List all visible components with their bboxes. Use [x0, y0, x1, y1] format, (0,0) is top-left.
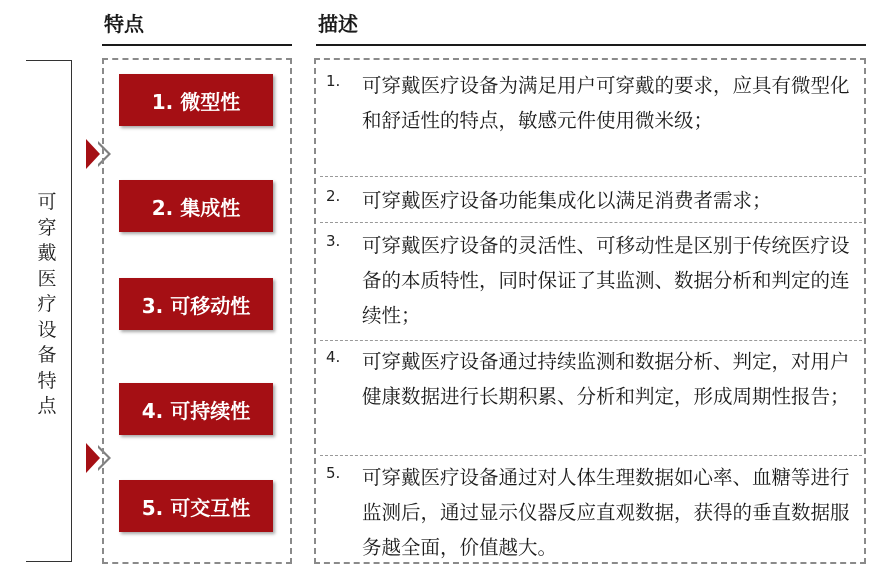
description-item-5 [326, 460, 860, 565]
description-number: 4. [326, 348, 341, 366]
description-number: 2. [326, 187, 341, 205]
description-header: 描述 [318, 12, 358, 36]
description-text: 可穿戴医疗设备通过持续监测和数据分析、判定，对用户健康数据进行长期积累、分析和判定，形成周期性报告； [362, 350, 850, 408]
feature-miniaturization: 1. 微型性 [119, 74, 273, 126]
description-divider [320, 222, 862, 223]
description-text: 可穿戴医疗设备功能集成化以满足消费者需求； [362, 189, 772, 212]
feature-mobility: 3. 可移动性 [119, 278, 273, 330]
feature-integration: 2. 集成性 [119, 180, 273, 232]
description-text: 可穿戴医疗设备的灵活性、可移动性是区别于传统医疗设备的本质特性，同时保证了其监测、数据分析和判定的连续性； [362, 234, 850, 327]
features-header: 特点 [104, 12, 144, 36]
description-divider [320, 176, 862, 177]
features-header-underline [102, 44, 292, 46]
side-label: 可穿戴医疗设备特点 [37, 191, 57, 417]
description-text: 可穿戴医疗设备为满足用户可穿戴的要求，应具有微型化和舒适性的特点，敏感元件使用微米级； [362, 74, 850, 132]
description-number: 3. [326, 232, 341, 250]
description-divider [320, 455, 862, 456]
description-number: 1. [326, 72, 341, 90]
description-item-4 [326, 344, 860, 414]
description-item-1 [326, 68, 860, 138]
description-divider [320, 340, 862, 341]
description-number: 5. [326, 464, 341, 482]
feature-interactivity: 5. 可交互性 [119, 480, 273, 532]
description-header-underline [316, 44, 866, 46]
description-item-2 [326, 183, 860, 218]
description-text: 可穿戴医疗设备通过对人体生理数据如心率、血糖等进行监测后，通过显示仪器反应直观数据，获得的垂直数据服务越全面，价值越大。 [362, 466, 850, 559]
description-item-3 [326, 228, 860, 333]
feature-continuity: 4. 可持续性 [119, 383, 273, 435]
